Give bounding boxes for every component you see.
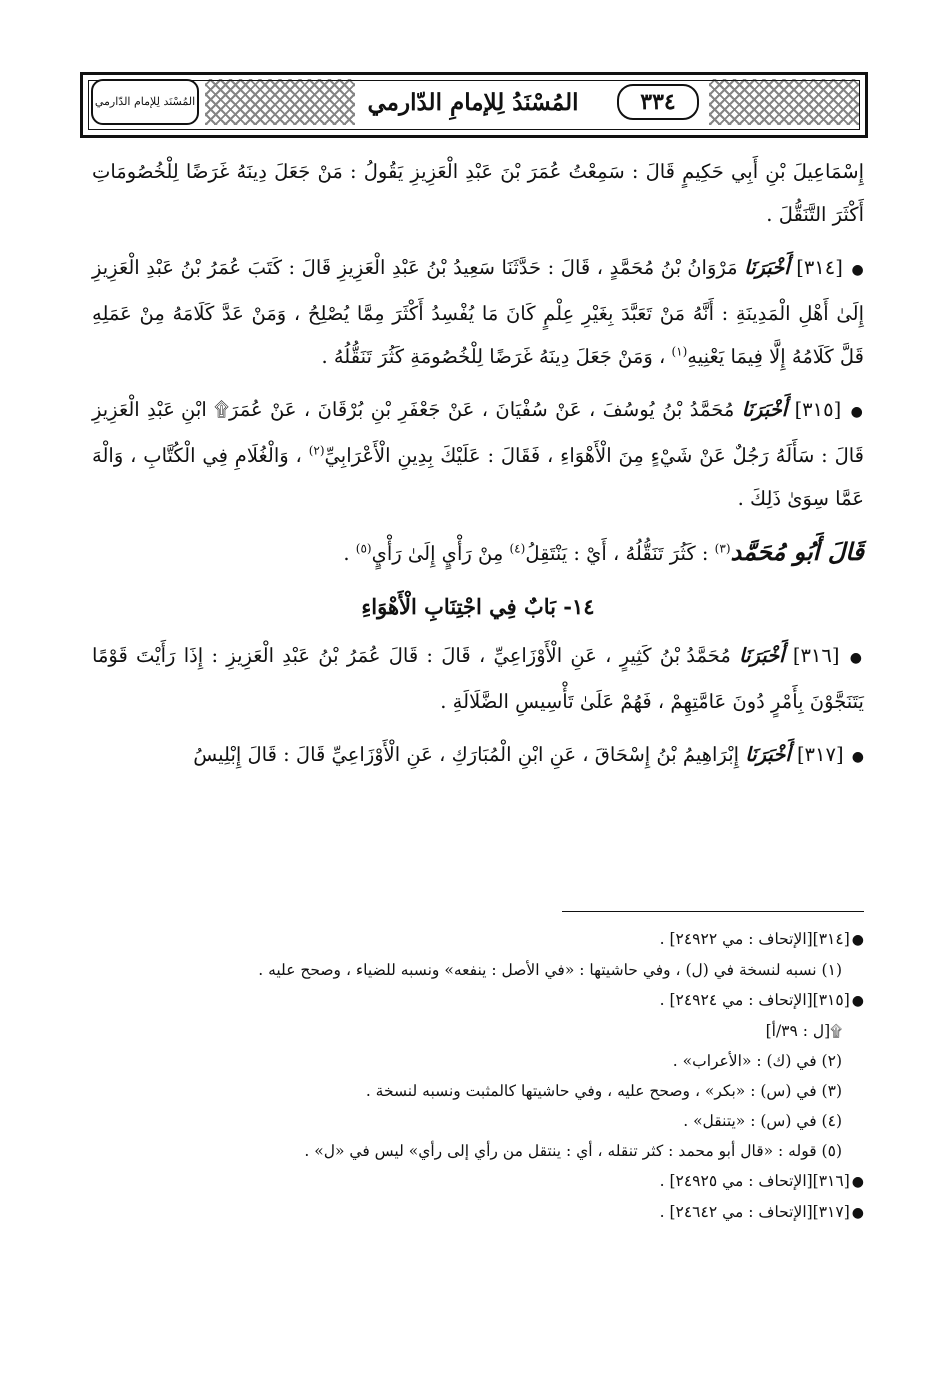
bullet-icon: ● (849, 650, 865, 666)
footnote-line (120, 1197, 864, 1228)
footnote-text: (٤) في (س) : «يتنقل» . (683, 1112, 842, 1130)
footnote-ref: (٤) (509, 541, 526, 556)
footnote-divider (562, 911, 864, 912)
paragraph-text: إِسْمَاعِيلَ بْنِ أَبِي حَكِيمٍ قَالَ : سَمِعْتُ عُمَرَ بْنَ عَبْدِ الْعَزِيزِ يَقُولُ : مَنْ جَعَلَ دِينَهُ غَرَضًا لِلْخُصُومَاتِ أَكْثَرَ التَّنَقُّلَ . (92, 160, 864, 226)
bullet-icon: ● (851, 1174, 864, 1190)
akhbarana-word: أَخْبَرَنَا (745, 743, 791, 766)
footnote-text: (١) نسبه لنسخة في (ل) ، وفي حاشيتها : «في الأصل : ينفعه» ونسبه للضياء ، وصحح عليه . (258, 961, 842, 979)
akhbarana-word: أَخْبَرَنَا (739, 644, 785, 667)
seal-text: المُسْنَد لِلإمام الدّارمي (94, 95, 196, 108)
hadith-317 (92, 733, 864, 779)
running-title: المُسْنَدُ لِلإمامِ الدّارمي (363, 81, 583, 125)
footnote-line (120, 985, 864, 1016)
footnote-line (120, 1046, 864, 1076)
comment-text: مِنْ رَأْيٍ إِلَىٰ رَأْيٍ (371, 542, 504, 565)
footnote-text: (٢) في (ك) : «الأعراب» . (672, 1052, 842, 1070)
hadith-text: ، وَالْغُلَامِ فِي الْكُتَّابِ ، وَالْهَ عَمَّا سِوَىٰ ذَلِكَ . (92, 444, 864, 510)
bullet-icon: ● (851, 262, 865, 278)
page-number: ٣٣٤ (617, 84, 699, 120)
hadith-text: مُحَمَّدُ بْنُ يُوسُفَ ، عَنْ سُفْيَانَ ، عَنْ جَعْفَرِ بْنِ بُرْقَانَ ، عَنْ عُمَرَ (228, 398, 735, 421)
running-header (80, 72, 868, 138)
hadith-number: [٣١٦] (792, 644, 840, 667)
footnote-ref: (٣) (714, 541, 731, 556)
akhbarana-word: أَخْبَرَنَا (744, 256, 790, 279)
footnotes (120, 924, 864, 1324)
ornament-right (709, 79, 859, 125)
footnote-line (120, 924, 864, 955)
footnote-ref: (١) (671, 344, 688, 359)
hadith-number: [٣١٧] (796, 743, 844, 766)
footnote-ref: (٢) (308, 443, 325, 458)
footnote-line (120, 1106, 864, 1136)
hadith-314 (92, 246, 864, 378)
manuscript-mark-icon: ۩ (214, 398, 229, 421)
footnote-line (120, 1016, 864, 1046)
hadith-number: [٣١٤] (796, 256, 843, 279)
footnote-ref: (٥) (355, 541, 372, 556)
footnote-text: (٣) في (س) : «بكر» ، وصحح عليه ، وفي حاشيتها كالمثبت ونسبه لنسخة . (365, 1082, 842, 1100)
footnote-text: [٣١٤][الإتحاف : مي ٢٤٩٢٢] . (659, 930, 850, 948)
footnote-line (120, 1076, 864, 1106)
footnote-text: [٣١٦][الإتحاف : مي ٢٤٩٢٥] . (659, 1172, 850, 1190)
footnote-text: (٥) قوله : «قال أبو محمد : كثر تنقله ، أي : ينتقل من رأي إلى رأي» ليس في «ل» . (304, 1142, 842, 1160)
footnote-text: [٣١٥][الإتحاف : مي ٢٤٩٢٤] . (659, 991, 850, 1009)
hadith-number: [٣١٥] (794, 398, 842, 421)
bullet-icon: ● (851, 1205, 864, 1221)
paragraph-continuation (92, 150, 864, 236)
footnote-line (120, 1166, 864, 1197)
footnote-line (120, 955, 864, 985)
footnote-text: ۩[ل : ٣٩/أ] (765, 1022, 842, 1040)
bullet-icon: ● (851, 749, 864, 765)
chapter-heading: ١٤- بَابٌ فِي اجْتِنَابِ الْأَهْوَاءِ (361, 594, 595, 619)
footnote-line (120, 1136, 864, 1166)
akhbarana-word: أَخْبَرَنَا (741, 398, 788, 421)
main-text (92, 150, 864, 890)
bullet-icon: ● (850, 404, 864, 420)
comment-text: : كَثُرَ تَنَقُّلُهُ ، أَيْ : يَنْتَقِلُ (525, 542, 709, 565)
footnote-text: [٣١٧][الإتحاف : مي ٢٤٦٤٢] . (659, 1203, 850, 1221)
bullet-icon: ● (851, 932, 864, 948)
hadith-text: إِبْرَاهِيمُ بْنُ إِسْحَاقَ ، عَنِ ابْنِ الْمُبَارَكِ ، عَنِ الْأَوْزَاعِيِّ قَالَ : قَالَ إِبْلِيسُ (193, 743, 740, 766)
hadith-text: مَرْوَانُ بْنُ مُحَمَّدٍ ، قَالَ : حَدَّثَنَا سَعِيدُ بْنُ عَبْدِ الْعَزِيزِ قَالَ : كَتَبَ عُمَرُ بْنُ عَبْدِ الْعَزِيزِ إِلَىٰ أَهْلِ الْمَدِينَةِ : أَنَّهُ مَنْ تَعَبَّدَ بِغَيْرِ عِلْمٍ كَانَ مَا يُفْسِدُ أَكْثَرَ مِمَّا يُصْلِحُ ، وَمَنْ عَدَّ كَلَامَهُ مِنْ عَمَلِهِ قَلَّ كَلَامُهُ إِلَّا فِيمَا يَعْنِيهِ (92, 256, 864, 368)
comment-text: . (343, 542, 350, 565)
book-seal-logo (91, 79, 199, 125)
hadith-315 (92, 388, 864, 520)
qal-abu-muhammad: قَالَ أَبُو مُحَمَّد (730, 537, 864, 566)
hadith-text: مُحَمَّدُ بْنُ كَثِيرٍ ، عَنِ الْأَوْزَاعِيِّ ، قَالَ : قَالَ عُمَرُ بْنُ عَبْدِ الْعَزِيزِ : إِذَا رَأَيْتَ قَوْمًا يَتَنَجَّوْنَ بِأَمْرٍ دُونَ عَامَّتِهِمْ ، فَهُمْ عَلَىٰ تَأْسِيسِ الضَّلَالَةِ . (92, 644, 864, 713)
bullet-icon: ● (851, 993, 864, 1009)
author-comment (92, 530, 864, 575)
ornament-left (205, 79, 355, 125)
hadith-text: ابْنِ عَبْدِ الْعَزِيزِ قَالَ : سَأَلَهُ رَجُلٌ عَنْ شَيْءٍ مِنَ الْأَهْوَاءِ ، فَقَالَ : عَلَيْكَ بِدِينِ الْأَعْرَابِيِّ (92, 398, 865, 467)
hadith-text: ، وَمَنْ جَعَلَ دِينَهُ غَرَضًا لِلْخُصُومَةِ كَثُرَ تَنَقُّلُهُ . (321, 345, 666, 368)
hadith-316 (92, 634, 864, 723)
